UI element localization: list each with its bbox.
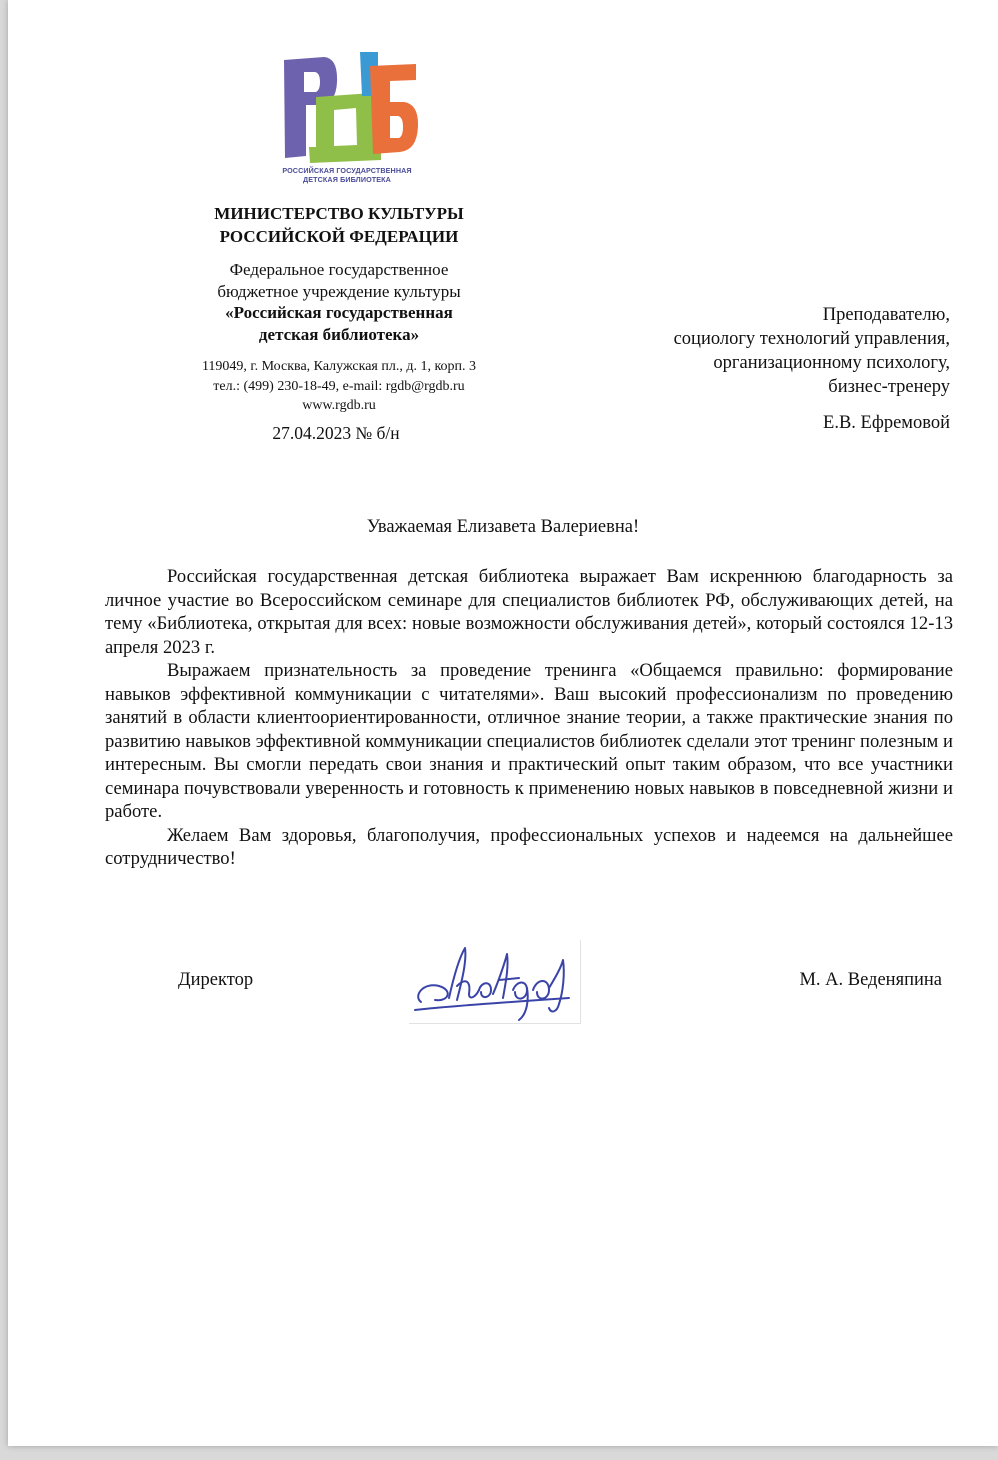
- rgdb-logo-mark: [280, 52, 420, 164]
- ministry-line-2: РОССИЙСКОЙ ФЕДЕРАЦИИ: [219, 227, 459, 246]
- letter-page: [8, 0, 998, 1446]
- logo-caption-line-1: РОССИЙСКАЯ ГОСУДАРСТВЕННАЯ: [282, 166, 412, 175]
- body-paragraph-1: Российская государственная детская библиотека выражает Вам искреннюю благодарность за личное участие во Всероссийском семинаре для специалистов библиотек РФ, обслуживающих детей, на тему «Библиотека, открытая для всех: новые возможности обслуживания детей», который состоялся 12-13 апреля 2023 г.: [105, 566, 953, 658]
- phone-email: тел.: (499) 230-18-49, e-mail: rgdb@rgdb.ru: [213, 378, 465, 394]
- addressee-block: [570, 303, 950, 399]
- addressee-line-1: Преподавателю,: [822, 305, 950, 325]
- organization-contacts: [166, 357, 512, 416]
- address: 119049, г. Москва, Калужская пл., д. 1, корп. 3: [201, 359, 477, 374]
- signature-icon: [409, 940, 581, 1024]
- logo-caption: [280, 166, 414, 184]
- logo-caption-line-2: ДЕТСКАЯ БИБЛИОТЕКА: [303, 175, 391, 184]
- body-paragraph-2: Выражаем признательность за проведение тренинга «Общаемся правильно: формирование навыков эффективной коммуникации с читателями». Ваш высокий профессионализм по проведению занятий в области клиентоориентированности, отличное знание теории, а также практические знания по развитию навыков эффективной коммуникации специалистов библиотек сделали этот тренинг полезным и интересным. Вы смогли передать свои знания и практический опыт таким образом, что все участники семинара почувствовали уверенность и готовность к применению новых навыков в повседневной жизни и работе.: [105, 660, 953, 822]
- addressee-line-3: организационному психологу,: [713, 353, 950, 373]
- body-paragraph-3: Желаем Вам здоровья, благополучия, профессиональных успехов и надеемся на дальнейшее сотрудничество!: [105, 824, 953, 869]
- org-line-4: детская библиотека»: [258, 324, 420, 344]
- ministry-line-1: МИНИСТЕРСТВО КУЛЬТУРЫ: [214, 204, 464, 223]
- date-and-number: 27.04.2023 № б/н: [272, 423, 400, 443]
- org-line-2: бюджетное учреждение культуры: [217, 281, 461, 301]
- rgdb-logo: [280, 52, 430, 188]
- signatory-title: Директор: [178, 970, 254, 990]
- addressee-name: Е.В. Ефремовой: [823, 413, 950, 433]
- organization-name: [166, 259, 512, 345]
- handwritten-signature: [409, 940, 581, 1024]
- ministry-title: [166, 202, 512, 248]
- addressee-line-4: бизнес-тренеру: [828, 377, 950, 397]
- org-line-3: «Российская государственная: [225, 303, 453, 322]
- website: www.rgdb.ru: [302, 398, 376, 413]
- addressee-line-2: социологу технологий управления,: [673, 329, 950, 349]
- org-line-1: Федеральное государственное: [229, 260, 449, 279]
- letter-body: [105, 565, 953, 871]
- signatory-name: М. А. Веденяпина: [799, 970, 942, 990]
- salutation: Уважаемая Елизавета Валериевна!: [366, 517, 640, 537]
